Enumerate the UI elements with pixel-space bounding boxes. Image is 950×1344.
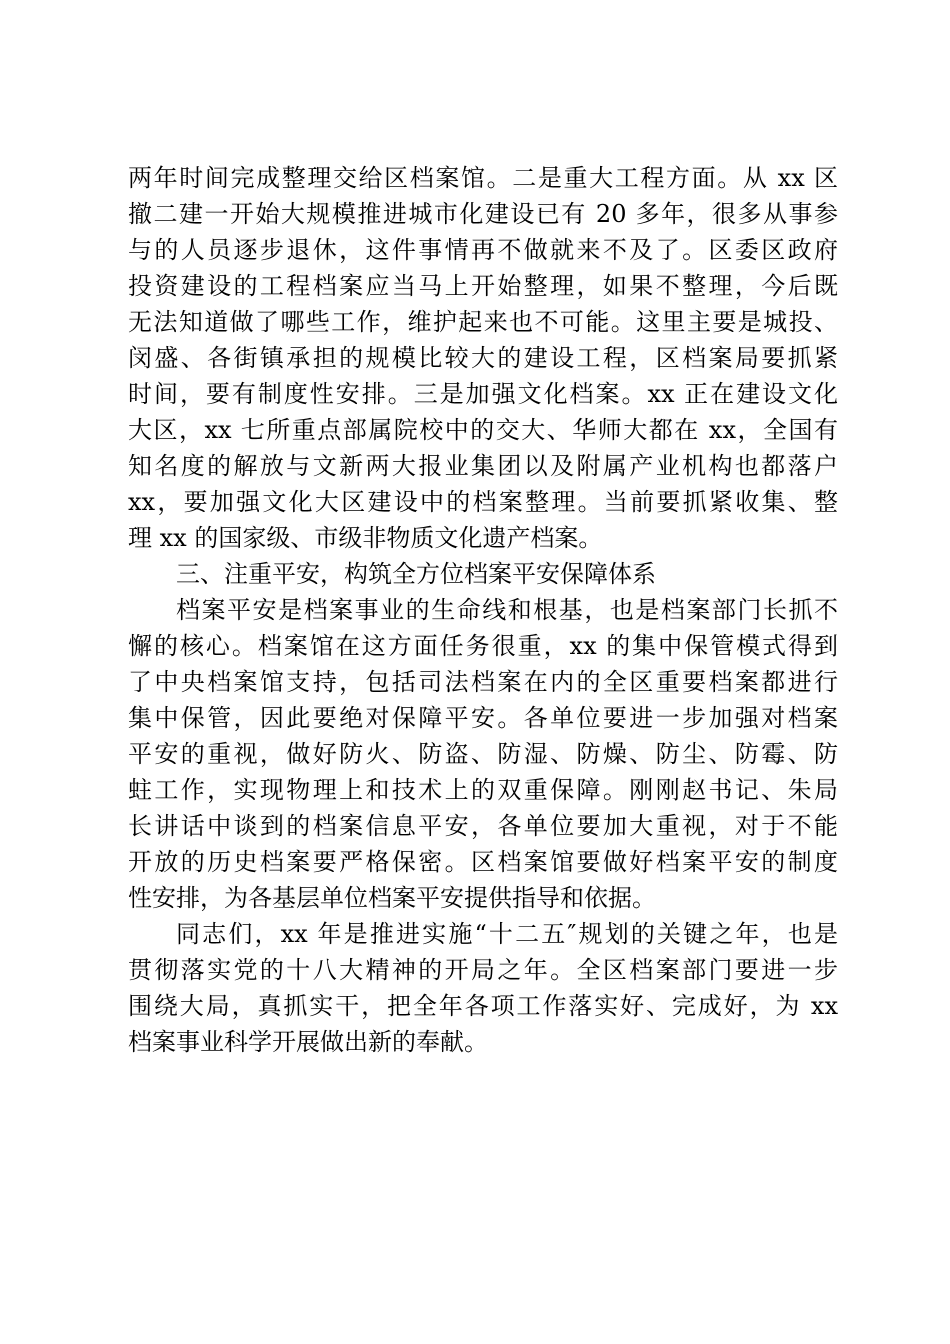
text-line: 长讲话中谈到的档案信息平安，各单位要加大重视，对于不能 (128, 812, 838, 840)
text-line: 时间，要有制度性安排。三是加强文化档案。xx 正在建设文化 (128, 380, 838, 408)
text-line: 档案事业科学开展做出新的奉献。 (128, 1028, 488, 1056)
section-heading: 三、注重平安，构筑全方位档案平安保障体系 (176, 560, 656, 588)
text-line: 理 xx 的国家级、市级非物质文化遗产档案。 (128, 524, 603, 552)
document-body (128, 160, 838, 1060)
text-line: xx，要加强文化大区建设中的档案整理。当前要抓紧收集、整 (128, 488, 838, 516)
text-line: 无法知道做了哪些工作，维护起来也不可能。这里主要是城投、 (128, 308, 838, 336)
text-line: 撤二建一开始大规模推进城市化建设已有 20 多年，很多从事参 (128, 200, 838, 228)
text-line: 闵盛、各街镇承担的规模比较大的建设工程，区档案局要抓紧 (128, 344, 838, 372)
text-line: 懈的核心。档案馆在这方面任务很重，xx 的集中保管模式得到 (128, 632, 838, 660)
text-line: 蛀工作，实现物理上和技术上的双重保障。刚刚赵书记、朱局 (128, 776, 838, 804)
text-line: 同志们，xx 年是推进实施“十二五″规划的关键之年，也是 (176, 920, 838, 948)
text-line: 开放的历史档案要严格保密。区档案馆要做好档案平安的制度 (128, 848, 838, 876)
text-line: 知名度的解放与文新两大报业集团以及附属产业机构也都落户 (128, 452, 838, 480)
text-line: 大区，xx 七所重点部属院校中的交大、华师大都在 xx，全国有 (128, 416, 838, 444)
text-line: 两年时间完成整理交给区档案馆。二是重大工程方面。从 xx 区 (128, 164, 838, 192)
text-line: 与的人员逐步退休，这件事情再不做就来不及了。区委区政府 (128, 236, 838, 264)
text-line: 档案平安是档案事业的生命线和根基，也是档案部门长抓不 (176, 596, 838, 624)
text-line: 了中央档案馆支持，包括司法档案在内的全区重要档案都进行 (128, 668, 838, 696)
text-line: 集中保管，因此要绝对保障平安。各单位要进一步加强对档案 (128, 704, 838, 732)
text-line: 平安的重视，做好防火、防盗、防湿、防燥、防尘、防霉、防 (128, 740, 838, 768)
text-line: 贯彻落实党的十八大精神的开局之年。全区档案部门要进一步 (128, 956, 838, 984)
text-line: 围绕大局，真抓实干，把全年各项工作落实好、完成好，为 xx (128, 992, 838, 1020)
text-line: 投资建设的工程档案应当马上开始整理，如果不整理，今后既 (128, 272, 838, 300)
text-line: 性安排，为各基层单位档案平安提供指导和依据。 (128, 884, 656, 912)
